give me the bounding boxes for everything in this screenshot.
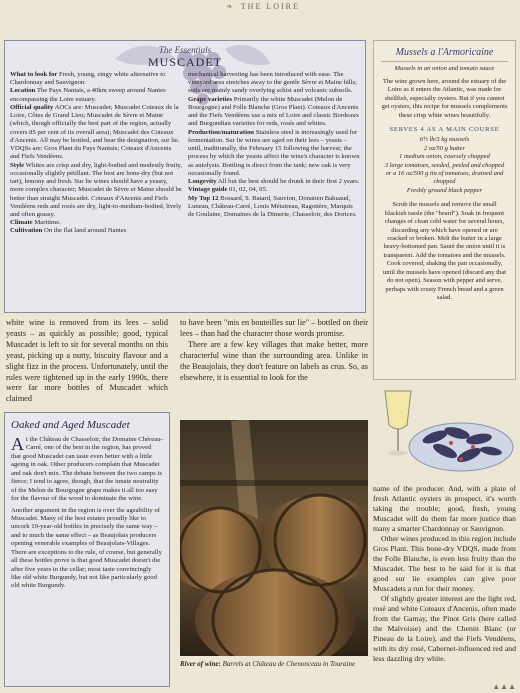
essentials-columns — [10, 71, 360, 236]
body-paragraph: Of slightly greater interest are the light red, rosé and white Coteaux d'Ancenis, often made from the Gamay, the Pinot Gris (here called the Malvoisie) and the Chenin Blanc (or Pineau de la Loire), and the Fiefs Vendéens, with its dry rosé, Cabernet-influenced red and less dazzling dry white. — [373, 594, 516, 663]
caption-label: River of wine: — [180, 660, 221, 668]
essentials-entry: Vintage guide 01, 02, 04, 05. — [188, 186, 268, 194]
essentials-entry: Climate Maritime. — [10, 219, 61, 227]
running-head-title: THE LOIRE — [240, 2, 300, 11]
essentials-entry: Location The Pays Nantais, a 40km sweep around Nantes encompassing the Loire estuary. — [10, 87, 166, 103]
oak-title: Oaked and Aged Muscadet — [11, 419, 130, 431]
recipe-title: Mussels a l'Armoricaine — [381, 47, 508, 62]
essentials-entry: Cultivation On the flat land around Nantes — [10, 227, 127, 235]
ornament-icon: ❧ — [226, 2, 235, 11]
recipe-method: Scrub the mussels and remove the small blackish tassle (the "beard"). Soak in frequent changes of clean cold water for several hours, discarding any which have opened or are cracked or broken. Melt the butter in a large heavy-bottomed pan. Sauté the onion until it is transparent. Add the tomatoes and the mussels. Cook covered, shaking the pan occasionally, until the mussels have opened (discard any that do not open). Season with pepper and serve, perhaps with crusty French bread and a green salad. — [383, 201, 506, 302]
recipe-box — [373, 40, 516, 380]
main-column-3 — [373, 484, 516, 664]
caption-text: Barrels at Château de Chenonceau in Touraine — [220, 660, 356, 668]
essentials-entry: What to look for Fresh, young, zingy white alternative to Chardonnay and Sauvignon. — [10, 71, 166, 87]
ingredient-item: 2 oz/50 g butter — [424, 144, 465, 152]
essentials-title: MUSCADET — [147, 55, 222, 69]
ingredient-item: 6½ lb/3 kg mussels — [419, 136, 470, 144]
ingredient-item: Freshly ground black pepper — [406, 186, 483, 194]
main-column-1 — [6, 318, 168, 405]
recipe-serves: SERVES 4 AS A MAIN COURSE — [389, 126, 500, 134]
body-paragraph: There are a few key villages that make better, more characterful wine than the surrounding area. Unlike in the Beaujolais, they don't feature on labels as crus. So, as elsewhere, it is essential to look for the — [180, 339, 368, 382]
oak-paragraph: Another argument in the region is over the ageability of Muscadet. Many of the best estates proudly like to uncork 10-year-old bottles in precisely the same way – and to much the same effect – as Beaujolais producers opening venerable examples of Beaujolais-Villages. There are exceptions to the rule, of course, but generally all these bottles prove is that good Muscadet doesn't die after five years in the cellar; most taste convincingly like old white Burgundy, but not like particularly good old white Burgundy. — [11, 506, 162, 590]
essentials-column-1 — [10, 71, 182, 236]
essentials-entry: Longevity All but the best should be drunk in their first 2 years. — [188, 178, 360, 186]
oak-sidebar — [4, 412, 170, 687]
body-paragraph: to have been "mis en bouteilles sur lie" – bottled on their lees – than had the character those words promise. — [180, 318, 368, 338]
body-paragraph: name of the producer. And, with a plate of fresh Atlantic oysters in prospect, it's worth taking the trouble; good, fresh, young Muscadet will do them far more justice than many a smarter Chardonnay or Sauvignon. — [373, 484, 516, 533]
essentials-entry: Production/maturation Stainless steel is increasingly used for fermentation. Sur lie wines are aged on their lees – yeasts – until, traditionally, the February 15 following the harvest; the process by which the yeasts affect the wine's character is known as autolysis. Bottling is direct from the tank; new oak is very occasionally found. — [188, 128, 360, 177]
essentials-entry: My Top 12 Bossard, S. Batard, Sauvion, Donatien Bahuaud, Luneau, Château-Carré, Louis Métaireau, Ragotière, Marquis de Goulaine, Domaines de la Dimerie, Chasseloir, des Dorices. — [188, 194, 357, 218]
photo-caption — [180, 660, 368, 669]
essentials-kicker: The Essentials — [158, 45, 212, 55]
ingredient-item: 3 large tomatoes, seeded, peeled and chopped or a 16 oz/500 g tin of tomatoes, drained and chopped — [384, 161, 505, 186]
essentials-entry: mechanical harvesting has been introduced with ease. The vineyard area stretches away to the gentle Sèvre et Maine hills; soils are mainly sandy overlying schist and volcanic subsoils. — [188, 71, 357, 95]
essentials-header — [10, 45, 360, 71]
recipe-subtitle: Mussels in an onion and tomato sauce — [394, 65, 495, 72]
body-paragraph: Other wines produced in this region include Gros Plant. This bone-dry VDQS, made from the Folle Blanche, is even less fruity than the Muscadet. The best to be said for it is that good sur lie examples can give poor Muscadets a run for their money. — [373, 534, 516, 593]
recipe-intro: The wine grown here, around the estuary of the Loire as it enters the Atlantic, was made for shellfish, especially oysters. But if you cannot get oysters, this recipe for mussels complements these crisp white wines beautifully. — [381, 78, 508, 119]
body-paragraph: white wine is removed from its lees – solid yeasts – as quickly as possible; good, typical Muscadet is left to sit for several months on this yeast, picking up a nutty, biscuity flavour and a slight fizz in the process. Unfortunately, until the rules were tightened up in the early 1990s, there were far more bottles of Muscadet which claimed — [6, 318, 168, 404]
essentials-box — [4, 40, 366, 313]
barrels-photo — [180, 420, 368, 656]
essentials-entry: Style Whites are crisp and dry, light-bodied and modestly fruity, occasionally slightly pétillant. The best are bone-dry (but not tart), lemony and fresh. Sur lie wines should have a yeasty, more complex character; Muscadet de Sèvre et Maine should be better than straight Muscadet. Coteaux d'Ancenis and Fiefs Vendéens reds and rosés are dry, light-to-medium-bodied, lively and often grassy. — [10, 161, 182, 218]
recipe-ingredients — [381, 136, 508, 195]
main-column-2 — [180, 318, 368, 383]
corner-ornament-icon: ▲▲▲ — [492, 682, 516, 691]
ingredient-item: 1 medium onion, coarsely chopped — [399, 153, 490, 161]
drop-cap: A — [11, 434, 24, 454]
mussels-illustration — [373, 385, 516, 477]
oak-text — [11, 436, 163, 591]
essentials-column-2 — [188, 71, 360, 236]
essentials-entry: Official quality AOCs are: Muscadet; Muscadet Coteaux de la Loire, Côtes de Grand Lieu; Muscadet de Sèvre et Maine (which, though officially the best part of the region, actually covers 85 per cent of its overall area); Muscadet des Coteaux d'Ancenis. All may be bottled, and bear the designation, sur lie. VDQSs are: Gros Plant du Pays Nantais; Coteaux d'Ancenis and Fiefs Vendéens. — [10, 103, 180, 161]
essentials-entry: Grape varieties Primarily the white Muscadet (Melon de Bourgogne) and Folle Blanche (Gros Plant). Coteaux d'Ancenis and the Fiefs Vendéens use a mix of Loire and classic Bordeaux and Burgundian varieties for reds, rosés and whites. — [188, 95, 359, 128]
running-head — [0, 0, 520, 18]
oak-paragraph: At the Château de Chasseloir, the Domaine Chéreau-Carré, one of the best in the region, has proved that good Muscadet can taste even better with a little ageing in oak. Other producers complain that Muscadet and oak don't mix. The debate between the two camps is fierce; I tend to agree, though, that the innate neutrality of the Melon de Bourgogne grape makes it all too easy for the flavour of the wood to dominate the wine. — [11, 434, 163, 503]
